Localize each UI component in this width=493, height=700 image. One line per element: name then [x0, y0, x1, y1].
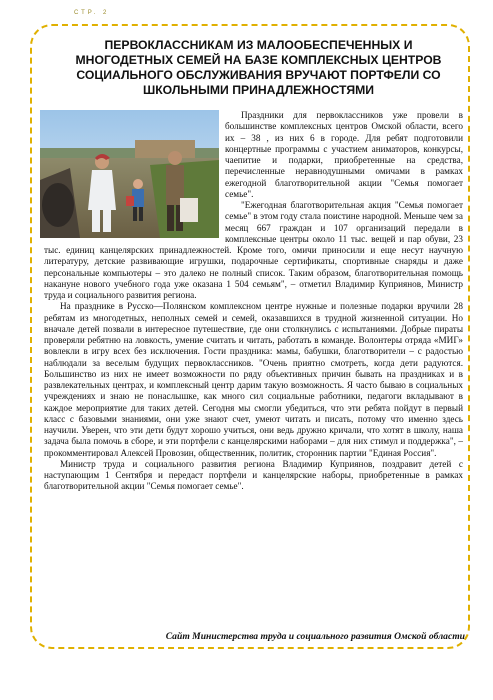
page-number: СТР. 2 — [74, 10, 110, 16]
paragraph-4: Министр труда и социального развития региона Владимир Куприянов, поздравит детей с наступающим 1 Сентября и передаст портфели и канцелярские наборы, приобретенные в рамках благотворительной акции "Семья помогает семье". — [44, 458, 463, 492]
paragraph-1: Праздники для первоклассников уже провели в большинстве комплексных центров Омской области, всего их – 38 , из них 6 в городе. Для ребят подготовили концертные программы с участием аниматоров, конкурсы, чаепитие и подарки, приобретенные на средства, перечисленные неравнодушными омичами в рамках ежегодной благотворительной акции "Семья помогает семье". — [225, 110, 463, 199]
photo-children-with-adults — [40, 110, 219, 238]
article-title: ПЕРВОКЛАССНИКАМ ИЗ МАЛООБЕСПЕЧЕННЫХ И МНОГОДЕТНЫХ СЕМЕЙ НА БАЗЕ КОМПЛЕКСНЫХ ЦЕНТРОВ СОЦИАЛЬНОГО ОБСЛУЖИВАНИЯ ВРУЧАЮТ ПОРТФЕЛИ СО ШКОЛЬНЫМИ ПРИНАДЛЕЖНОСТЯМИ — [75, 38, 442, 97]
article-signature: Сайт Министерства труда и социального развития Омской области — [165, 631, 465, 642]
paragraph-3: На празднике в Русско—Полянском комплексном центре нужные и полезные подарки вручили 28 ребятам из многодетных, неполных семей и семей, оказавшихся в трудной жизненной ситуации. Но вначале детей позвали в интересное путешествие, где они столкнулись с испытаниями. Добрые пираты проверяли ребятню на ловкость, умение считать и читать, работать в команде. Волонтеры отряда «МИГ» вовлекли в игру всех без исключения. Гости праздника: мамы, бабушки, благотворители – с радостью наблюдали за веселым будущих первоклассников. "Очень приятно смотреть, когда дети радуются. Большинство из них не имеет возможности по ряду объективных причин бывать на праздниках и в развлекательных центрах, и комплексный центр дарим такую возможность. Я часто бываю в социальных учреждениях и знаю не понаслышке, как много сил социальные работники, педагоги вкладывают в каждое мероприятие для таких детей. Сегодня мы смогли убедиться, что эти ребята пойдут в первый класс с базовыми знаниями, они уже знают счет, умеют читать и писать, потому что именно здесь научили. Уверен, что эти дети будут хорошо учиться, они ведь дружно кричали, что хотят в школу, наша задача была помочь в сборе, и эти портфели с канцелярскими наборами – для них стимул и поддержка", – прокомментировал Алексей Провозин, общественник, политик, сторонник партии "Единая Россия". — [44, 301, 463, 458]
paragraph-2: "Ежегодная благотворительная акция "Семья помогает семье" в этом году стала поистине народной. Меньше чем за месяц 667 граждан и 107 организаций передали в комплексные центры около 11 тыс. вещей и пар обуви, 23 тыс. единиц канцелярских принадлежностей. Кроме того, омичи приносили и еще несут научную литературу, детские развивающие игрушки, подарочные сертификаты, спортивные снаряды и даже персональные компьютеры – это далеко не полный список. Таким образом, благотворительная помощь накануне нового учебного года уже оказана 1 504 семьям", – отметил Владимир Куприянов, Министр труда и социального развития региона. — [44, 200, 463, 300]
article-body — [44, 110, 463, 493]
article-photo — [40, 110, 219, 238]
